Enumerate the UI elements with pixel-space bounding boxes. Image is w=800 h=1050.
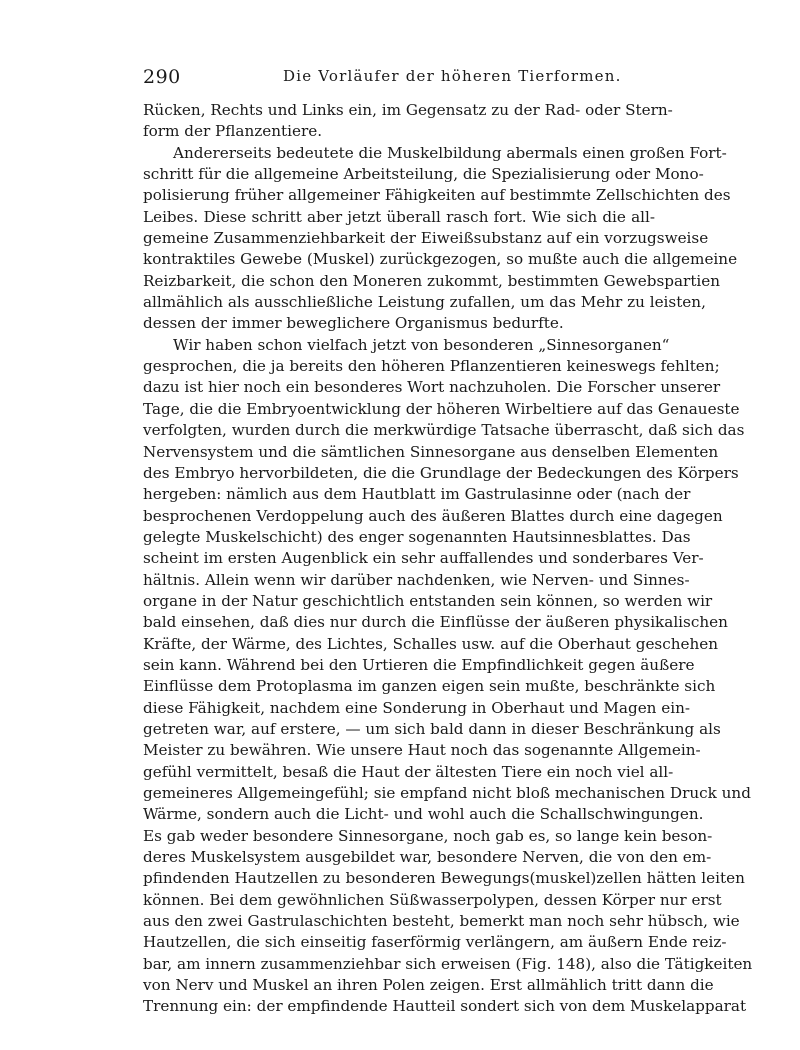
text-line: aus den zwei Gastrulaschichten besteht, bemerkt man noch sehr hübsch, wie [143, 912, 740, 931]
text-line: Wärme, sondern auch die Licht- und wohl auch die Schallschwingungen. [143, 805, 704, 824]
text-line: Nervensystem und die sämtlichen Sinnesorgane aus denselben Elementen [143, 442, 719, 461]
text-line: Es gab weder besondere Sinnesorgane, noch gab es, so lange kein beson- [143, 826, 713, 845]
running-title: Die Vorläufer der höheren Tierformen. [283, 67, 622, 85]
body-text [143, 100, 753, 1018]
text-line: bar, am innern zusammenziehbar sich erweisen (Fig. 148), also die Tätigkeiten [143, 954, 753, 973]
text-line: getreten war, auf erstere, — um sich bald dann in dieser Beschränkung als [143, 719, 721, 738]
text-line: Rücken, Rechts und Links ein, im Gegensatz zu der Rad- oder Stern- [143, 101, 673, 119]
text-line: Leibes. Diese schritt aber jetzt überall rasch fort. Wie sich die all- [143, 207, 655, 226]
text-line: Wir haben schon vielfach jetzt von besonderen „Sinnesorganen“ [173, 335, 670, 354]
page-header [143, 66, 653, 92]
text-line: allmählich als ausschließliche Leistung zufallen, um das Mehr zu leisten, [143, 293, 706, 312]
text-line: besprochenen Verdoppelung auch des äußeren Blattes durch eine dagegen [143, 506, 723, 525]
text-line: dessen der immer beweglichere Organismus bedurfte. [143, 314, 564, 333]
text-line: gemeineres Allgemeingefühl; sie empfand nicht bloß mechanischen Druck und [143, 784, 751, 802]
text-line: gesprochen, die ja bereits den höheren Pflanzentieren keineswegs fehlten; [143, 357, 720, 376]
text-line: können. Bei dem gewöhnlichen Süßwasserpolypen, dessen Körper nur erst [143, 890, 722, 909]
text-line: scheint im ersten Augenblick ein sehr auffallendes und sonderbares Ver- [143, 549, 704, 568]
text-line: gemeine Zusammenziehbarkeit der Eiweißsubstanz auf ein vorzugsweise [143, 229, 709, 248]
text-line: hältnis. Allein wenn wir darüber nachdenken, wie Nerven- und Sinnes- [143, 570, 690, 589]
text-line: pfindenden Hautzellen zu besonderen Bewegungs(muskel)zellen hätten leiten [143, 869, 745, 888]
text-line: kontraktiles Gewebe (Muskel) zurückgezogen, so mußte auch die allgemeine [143, 250, 738, 269]
text-line: Tage, die die Embryoentwicklung der höheren Wirbeltiere auf das Genaueste [143, 399, 740, 418]
text-line: gelegte Muskelschicht) des enger sogenannten Hautsinnesblattes. Das [143, 527, 691, 546]
text-line: diese Fähigkeit, nachdem eine Sonderung in Oberhaut und Magen ein- [143, 698, 691, 717]
text-line: sein kann. Während bei den Urtieren die Empfindlichkeit gegen äußere [143, 655, 695, 674]
text-line: form der Pflanzentiere. [143, 122, 323, 141]
text-line: des Embryo hervorbildeten, die die Grundlage der Bedeckungen des Körpers [143, 463, 739, 482]
page-number: 290 [143, 66, 181, 88]
text-line: verfolgten, wurden durch die merkwürdige Tatsache überrascht, daß sich das [143, 421, 745, 440]
text-line: hergeben: nämlich aus dem Hautblatt im Gastrulasinne oder (nach der [143, 485, 691, 504]
text-line: Trennung ein: der empfindende Hautteil sondert sich von dem Muskelapparat [143, 997, 747, 1016]
text-line: deres Muskelsystem ausgebildet war, besondere Nerven, die von den em- [143, 848, 712, 867]
text-line: Hautzellen, die sich einseitig faserförmig verlängern, am äußern Ende reiz- [143, 933, 727, 952]
text-line: Kräfte, der Wärme, des Lichtes, Schalles usw. auf die Oberhaut geschehen [143, 634, 719, 653]
text-line: schritt für die allgemeine Arbeitsteilung, die Spezialisierung oder Mono- [143, 165, 704, 184]
text-line: Reizbarkeit, die schon den Moneren zukommt, bestimmten Gewebspartien [143, 271, 721, 290]
text-line: von Nerv und Muskel an ihren Polen zeigen. Erst allmählich tritt dann die [143, 976, 714, 995]
text-line: gefühl vermittelt, besaß die Haut der ältesten Tiere ein noch viel all- [143, 762, 674, 781]
text-line: polisierung früher allgemeiner Fähigkeiten auf bestimmte Zellschichten des [143, 186, 731, 205]
text-line: Einflüsse dem Protoplasma im ganzen eigen sein mußte, beschränkte sich [143, 677, 716, 696]
text-line: Meister zu bewähren. Wie unsere Haut noch das sogenannte Allgemein- [143, 741, 701, 760]
text-line: bald einsehen, daß dies nur durch die Einflüsse der äußeren physikalischen [143, 613, 728, 632]
text-line: Andererseits bedeutete die Muskelbildung abermals einen großen Fort- [173, 143, 727, 162]
text-line: organe in der Natur geschichtlich entstanden sein können, so werden wir [143, 591, 713, 610]
text-line: dazu ist hier noch ein besonderes Wort nachzuholen. Die Forscher unserer [143, 378, 721, 397]
